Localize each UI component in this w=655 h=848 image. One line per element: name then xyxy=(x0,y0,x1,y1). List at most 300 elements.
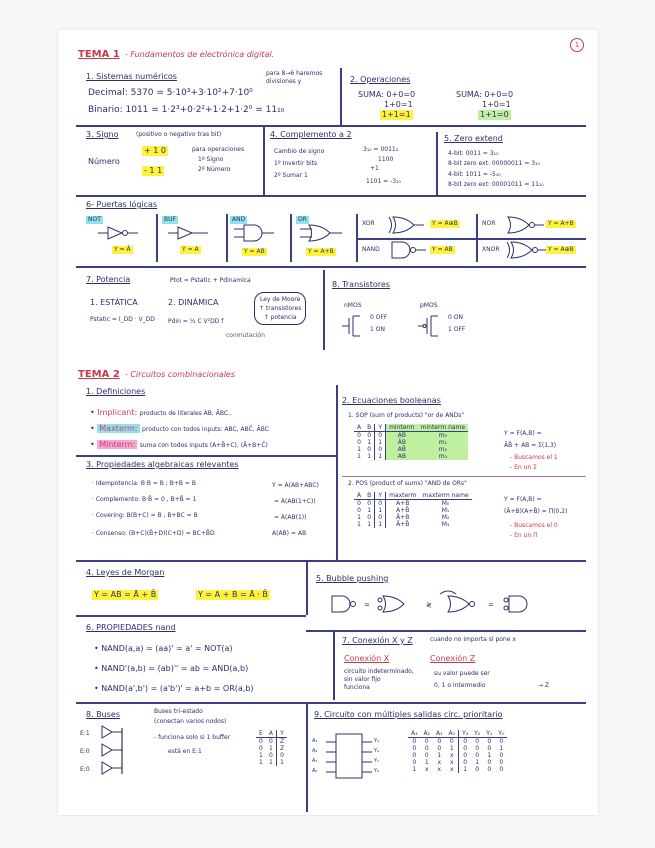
and-gate-icon xyxy=(234,224,282,242)
table-row xyxy=(354,432,468,440)
table-cell: M₀ xyxy=(441,500,450,507)
step: Cambio de signo xyxy=(274,148,325,155)
step: 1º Invertir bits xyxy=(274,160,318,167)
col-header: Y₃ xyxy=(459,730,472,738)
col-header: A xyxy=(354,424,364,432)
table-cell: 0 xyxy=(375,514,386,521)
table-cell: A+B̄ xyxy=(396,507,410,514)
table-cell: ĀB xyxy=(386,439,418,446)
input-labels xyxy=(312,736,317,776)
section-title: 6. PROPIEDADES nand xyxy=(86,623,176,632)
static-formula: Pstatic = I_DD · V_DD xyxy=(90,316,155,323)
morgan-law: Y = AB = Ā + B̄ xyxy=(94,590,157,599)
col-header: A xyxy=(354,492,364,500)
bus-note: está en E:1 xyxy=(168,748,202,755)
dynamic-formula: Pdin = ½ C V²DD f xyxy=(168,318,224,325)
table-cell: 0 xyxy=(487,766,492,773)
input-label: A₁ xyxy=(312,758,318,764)
table-cell: x xyxy=(437,759,442,766)
note: ↑ potencia xyxy=(263,314,297,321)
gate-label: AND xyxy=(232,216,246,223)
table-cell: 0 xyxy=(364,446,375,453)
gate-equation: Y = AB xyxy=(432,246,453,253)
table-cell: 0 xyxy=(499,752,504,759)
table-cell: m₂ xyxy=(418,446,469,453)
col-header: E xyxy=(256,730,266,738)
table-cell: m₀ xyxy=(418,432,469,440)
gate-equation: Y = A xyxy=(182,246,199,253)
table-cell: M₂ xyxy=(441,514,450,521)
table-cell: 0 xyxy=(437,745,442,752)
gate-equation: Y = A+B xyxy=(548,220,574,227)
term: Maxterm: xyxy=(99,424,138,433)
section-title: 4. Leyes de Morgan xyxy=(86,568,165,577)
gate-label: BUF xyxy=(164,216,176,223)
table-cell: 0 xyxy=(357,507,361,514)
table-cell: m₃ xyxy=(418,453,469,460)
state: 1 OFF xyxy=(448,326,466,333)
note: ↑ transistores xyxy=(259,305,302,312)
table-cell: 1 xyxy=(446,745,459,752)
gate-equation: Y = A⊕B xyxy=(432,220,458,227)
pos-title: 2. POS (product of sums) "AND de ORs" xyxy=(348,480,467,487)
gate-label: XOR xyxy=(362,220,375,227)
input-label: A₂ xyxy=(312,748,318,754)
conn-x-desc: funciona xyxy=(344,684,370,691)
sop-title: 1. SOP (sum of products) "or de ANDs" xyxy=(348,412,465,419)
zero-ext-line: 4-bit: 0011 = 3₁₀ xyxy=(448,150,499,157)
table-cell: AB xyxy=(386,453,418,460)
bus-note: - funciona solo si 1 buffer xyxy=(154,734,231,741)
table-cell: 0 xyxy=(266,738,277,746)
sop-fn: Y = F(A,B) = xyxy=(504,430,542,437)
divider xyxy=(76,702,586,704)
table-row xyxy=(256,752,287,759)
divider xyxy=(333,630,335,700)
enable-label: E:0 xyxy=(80,748,90,755)
table-cell: 0 xyxy=(259,745,263,752)
definition-maxterm: • Maxterm: producto con todos inputs: ABC, ABC̄, ĀBC xyxy=(90,424,269,433)
bus-note: Buses tri-estado xyxy=(154,708,203,715)
example: 1100 xyxy=(378,156,394,163)
conn-z-desc: → Z xyxy=(538,682,550,689)
step: 2º Sumar 1 xyxy=(274,172,308,179)
table-cell: Z xyxy=(279,738,285,745)
state: 1 ON xyxy=(370,326,385,333)
table-cell: 0 xyxy=(259,738,263,745)
table-cell: 1 xyxy=(357,521,361,528)
section-title: 4. Complemento a 2 xyxy=(270,130,352,139)
zero-ext-line: 4-bit: 1011 = -5₁₀ xyxy=(448,171,501,178)
table-row xyxy=(354,446,468,453)
numero-label: Número xyxy=(88,157,120,166)
page-number: 1 xyxy=(570,38,584,52)
divider xyxy=(340,68,342,125)
table-cell: 0 xyxy=(487,745,492,752)
col-header: Y₁ xyxy=(483,730,495,738)
tema1-header xyxy=(78,42,274,61)
conn-x-desc: circuito indeterminado, sin valor fijo xyxy=(344,668,414,683)
table-cell: x xyxy=(446,766,459,773)
table-cell: 1 xyxy=(266,759,277,766)
table-row xyxy=(354,514,472,521)
pos-fn: Y = F(A,B) = xyxy=(504,496,542,503)
table-cell: 0 xyxy=(266,752,277,759)
table-cell: 0 xyxy=(475,738,480,745)
col-header: A₁ xyxy=(433,730,446,738)
table-cell: 0 xyxy=(437,738,442,745)
static-label: 1. ESTÁTICA xyxy=(90,298,138,307)
table-row xyxy=(354,453,468,460)
xnor-gate-icon xyxy=(506,241,546,259)
divider xyxy=(336,385,338,560)
col-header: maxterm xyxy=(386,492,420,500)
svg-text:=: = xyxy=(364,601,370,609)
tristate-buffers-icon xyxy=(98,724,138,780)
nand-eq: NAND(a,a) = (aa)' = a' = NOT(a) xyxy=(101,644,233,653)
input-label: A₃ xyxy=(312,738,318,744)
table-cell: 1 xyxy=(364,453,375,460)
divider xyxy=(76,455,336,457)
zero-ext-line: 8-bit zero ext: 00001011 = 11₁₀ xyxy=(448,181,544,188)
table-cell: 0 xyxy=(280,752,284,759)
col-header: B xyxy=(364,424,375,432)
table-cell: 0 xyxy=(364,432,375,440)
divider xyxy=(323,270,325,350)
term: Minterm: xyxy=(99,440,136,449)
definition-minterm: • Minterm: suma con todos inputs (A+B̄+C), (Ā+B+C̄) xyxy=(90,440,268,449)
col-header: A xyxy=(266,730,277,738)
section-subtitle: (positivo o negativo tras bit) xyxy=(136,131,222,138)
svg-text:≷: ≷ xyxy=(426,601,432,609)
table-cell: x xyxy=(437,766,442,773)
gate-equation: Y = Ā xyxy=(114,246,131,253)
table-cell: 0 xyxy=(375,432,386,440)
decimal-line: Decimal: 5370 = 5·10³+3·10²+7·10⁰ xyxy=(88,88,253,98)
conn-x-title: Conexión X xyxy=(344,654,390,663)
gate-label: OR xyxy=(298,216,307,223)
table-cell: M₃ xyxy=(441,521,450,528)
table-cell: 1 xyxy=(412,766,417,773)
divider xyxy=(263,125,265,195)
priority-truth-table xyxy=(408,730,507,773)
col-header: minterm name xyxy=(418,424,469,432)
table-row xyxy=(408,759,507,766)
table-cell: 1 xyxy=(259,759,263,766)
divider xyxy=(76,195,586,197)
table-cell: m₁ xyxy=(418,439,469,446)
example: = A(AB(1+C)) xyxy=(274,498,316,505)
example: 1101 = -3₁₀ xyxy=(366,178,401,185)
property: · Consenso: (B+C)(B̄+D)(C+D) = BC+B̄D xyxy=(92,530,215,537)
table-cell: 0 xyxy=(463,752,468,759)
table-cell: 0 xyxy=(487,759,492,766)
divider xyxy=(306,702,308,812)
gate-label: NOR xyxy=(482,220,496,227)
or-gate-icon xyxy=(300,224,350,242)
col-header: minterm xyxy=(386,424,418,432)
table-cell: ĀB̄ xyxy=(386,432,418,440)
section-title: 3. Propiedades algebraicas relevantes xyxy=(86,460,239,469)
notes-page xyxy=(58,30,598,815)
divider xyxy=(156,214,158,262)
table-cell: 0 xyxy=(424,752,429,759)
table-cell: 1 xyxy=(364,439,375,446)
table-cell: 1 xyxy=(364,507,375,514)
divider xyxy=(76,125,586,127)
pmos-label: pMOS xyxy=(420,302,438,309)
table-cell: 0 xyxy=(463,759,468,766)
table-cell: 0 xyxy=(424,745,429,752)
nand-property: • NAND(a',b') = (a'b')' = a+b = OR(a,b) xyxy=(94,684,254,693)
table-row xyxy=(408,766,507,773)
table-cell: 1 xyxy=(475,759,480,766)
section-title: 2. Operaciones xyxy=(350,75,411,84)
divider xyxy=(306,560,308,615)
tema1-label: TEMA 1 xyxy=(78,49,120,60)
table-cell: 0 xyxy=(357,500,361,507)
table-cell: 0 xyxy=(463,738,468,745)
table-cell: 1 xyxy=(375,439,386,446)
suma-result: 1+1=0 xyxy=(480,110,509,119)
table-cell: 0 xyxy=(375,446,386,453)
example: +1 xyxy=(370,165,379,172)
table-cell: 0 xyxy=(412,759,417,766)
table-cell: 0 xyxy=(499,759,504,766)
table-cell: x xyxy=(446,752,459,759)
table-cell: 0 xyxy=(364,514,375,521)
table-cell: 0 xyxy=(499,738,504,745)
nmos-transistor-icon xyxy=(342,314,362,338)
table-cell: 1 xyxy=(437,752,442,759)
table-cell: 0 xyxy=(487,738,492,745)
pos-note: - Buscamos el 0 xyxy=(510,522,558,529)
note: cuando no importa sí pone x xyxy=(430,636,516,643)
nmos-label: nMOS xyxy=(344,302,362,309)
table-cell: 1 xyxy=(375,507,386,514)
table-cell: 0 xyxy=(475,766,480,773)
table-cell: x xyxy=(446,759,459,766)
section-title: 1. Sistemas numéricos xyxy=(86,72,177,81)
divider xyxy=(436,132,438,195)
col-header: Y₂ xyxy=(471,730,483,738)
gate-equation: Y = A+B xyxy=(308,248,334,255)
table-row xyxy=(408,745,507,752)
suma-result: 1+1=1 xyxy=(382,110,411,119)
morgan-law: Y = A + B = Ā · B̄ xyxy=(198,590,268,599)
table-cell: AB̄ xyxy=(386,446,418,453)
example: Y = A(AB+ABC) xyxy=(272,482,319,489)
table-cell: 0 xyxy=(357,439,361,446)
table-row xyxy=(256,759,287,766)
sop-note: - En un Σ xyxy=(510,464,537,471)
state: 0 OFF xyxy=(370,314,388,321)
suma-line: SUMA: 0+0=0 xyxy=(456,90,514,99)
table-cell: Ā+B̄ xyxy=(396,521,410,528)
table-cell: 0 xyxy=(412,745,417,752)
state: 0 ON xyxy=(448,314,463,321)
negative-sign: - 1 1 xyxy=(144,166,163,175)
section-title: 9. Circuito con múltiples salidas circ. prioritario xyxy=(314,710,503,719)
example: A(AB) = AB xyxy=(272,530,307,537)
table-row xyxy=(354,439,468,446)
suma-line: SUMA: 0+0=0 xyxy=(358,90,416,99)
table-cell: 0 xyxy=(357,432,361,439)
col-header: Y₀ xyxy=(495,730,507,738)
table-cell: 0 xyxy=(424,738,429,745)
note: Ley de Moore xyxy=(259,296,301,303)
divider xyxy=(76,615,306,617)
table-row xyxy=(354,500,472,508)
divider xyxy=(342,476,586,477)
table-header xyxy=(256,730,287,738)
nand-property: • NAND(a,a) = (aa)' = a' = NOT(a) xyxy=(94,644,233,653)
table-cell: 0 xyxy=(446,738,459,746)
bubble-pushing-diagram-icon xyxy=(328,592,578,624)
output-labels xyxy=(374,736,379,776)
table-cell: 1 xyxy=(375,521,386,528)
bus-note: (conectan varios nodos) xyxy=(154,718,227,725)
gate-label: NAND xyxy=(362,246,380,253)
table-cell: A+B xyxy=(396,500,410,507)
table-cell: 1 xyxy=(259,752,263,759)
example: = A(AB(1)) xyxy=(274,514,307,521)
table-cell: 1 xyxy=(499,745,504,752)
gate-label: NOT xyxy=(88,216,101,223)
property: · Complemento: B·B̄ = 0 , B+B̄ = 1 xyxy=(92,496,197,503)
definition-implicant: • Implicant: producto de literales AB, ĀBC.. xyxy=(90,408,232,417)
term: Implicant: xyxy=(97,408,138,417)
output-label: Y₀ xyxy=(374,768,380,774)
suma-line: 1+0=1 xyxy=(384,100,413,109)
nor-gate-icon xyxy=(504,216,544,234)
section-title: 5. Bubble pushing xyxy=(316,574,389,583)
table-cell: 1 xyxy=(487,752,492,759)
table-cell: 0 xyxy=(364,500,375,508)
conn-z-title: Conexión Z xyxy=(430,654,476,663)
table-cell: 1 xyxy=(357,446,361,453)
output-label: Y₃ xyxy=(374,738,380,744)
pos-eq: (Ā+B)(A+B̄) = Π(0,2) xyxy=(504,508,568,515)
pmos-transistor-icon xyxy=(418,314,440,338)
tema2-subtitle: - Circuitos combinacionales xyxy=(124,370,236,379)
binary-line: Binario: 1011 = 1·2³+0·2²+1·2+1·2⁰ = 11₁₀ xyxy=(88,105,285,115)
table-cell: 1 xyxy=(357,514,361,521)
divider xyxy=(290,214,292,262)
zero-ext-line: 8-bit zero ext: 00000011 = 3₁₀ xyxy=(448,160,540,167)
table-cell: 0 xyxy=(375,500,386,508)
term-desc: producto de literales AB, ĀBC.. xyxy=(139,410,232,417)
table-cell: 1 xyxy=(364,521,375,528)
col-header: Y xyxy=(375,492,386,500)
note: para operaciones xyxy=(192,146,245,153)
table-cell: Z xyxy=(279,745,285,752)
col-header: Y xyxy=(276,730,287,738)
gate-equation: Y = A⊕B xyxy=(548,246,574,253)
section-title: 3. Signo xyxy=(86,130,119,139)
moore-note xyxy=(254,292,306,325)
bus-truth-table xyxy=(256,730,287,766)
dynamic-label: 2. DINÁMICA xyxy=(168,298,219,307)
table-cell: 0 xyxy=(499,766,504,773)
sop-note: - Buscamos el 1 xyxy=(510,454,558,461)
divider xyxy=(76,266,586,268)
col-header: B xyxy=(364,492,375,500)
enable-label: E:0 xyxy=(80,766,90,773)
table-row xyxy=(256,745,287,752)
conn-z-desc: 0, 1 o intermedio xyxy=(434,682,486,689)
section-title: 5. Zero extend xyxy=(444,134,503,143)
table-cell: 1 xyxy=(357,453,361,460)
example: 3₁₀ = 0011₂ xyxy=(363,146,399,153)
section-title: 6- Puertas lógicas xyxy=(86,200,158,209)
sop-table xyxy=(354,424,468,460)
table-cell: 1 xyxy=(424,759,429,766)
tema1-subtitle: - Fundamentos de electrónica digital. xyxy=(124,50,275,59)
col-header: A₃ xyxy=(408,730,421,738)
gate-label: XNOR xyxy=(482,246,500,253)
table-cell: 1 xyxy=(463,766,468,773)
input-label: A₀ xyxy=(312,768,318,774)
term-desc: suma con todos inputs (A+B̄+C), (Ā+B+C̄) xyxy=(139,442,268,449)
positive-sign: + 1 0 xyxy=(144,146,166,155)
output-label: Y₂ xyxy=(374,748,380,754)
table-cell: 1 xyxy=(375,453,386,460)
section-title: 8. Buses xyxy=(86,710,120,719)
divider xyxy=(356,238,586,240)
nand-gate-icon xyxy=(388,241,428,259)
pos-table xyxy=(354,492,472,528)
col-header: maxterm name xyxy=(419,492,471,500)
table-cell: x xyxy=(424,766,429,773)
table-cell: 0 xyxy=(475,752,480,759)
ptot-formula: Ptot = Pstatic + Pdinamica xyxy=(170,277,251,284)
table-row xyxy=(354,521,472,528)
divider xyxy=(306,630,586,632)
section-title: 1. Definiciones xyxy=(86,387,146,396)
buffer-gate-icon xyxy=(168,226,208,240)
xor-gate-icon xyxy=(384,216,428,234)
property: · Idempotencia: B·B = B ; B+B = B xyxy=(92,480,196,487)
table-cell: 0 xyxy=(412,752,417,759)
gate-equation: Y = AB xyxy=(244,248,265,255)
section-title: 7. Conexión X y Z xyxy=(342,636,413,645)
priority-circuit-icon xyxy=(316,728,376,788)
table-row xyxy=(354,507,472,514)
table-header xyxy=(408,730,507,738)
conn-z-desc: su valor puede ser xyxy=(434,670,490,677)
nand-eq: NAND'(a,b) = (ab)'' = ab = AND(a,b) xyxy=(101,664,249,673)
col-header: A₀ xyxy=(446,730,459,738)
property: · Covering: B(B+C) = B , B+BC = B xyxy=(92,512,198,519)
divider xyxy=(76,560,586,562)
table-cell: Ā+B xyxy=(396,514,410,521)
output-label: Y₁ xyxy=(374,758,380,764)
tema2-label: TEMA 2 xyxy=(78,369,120,380)
division-note: para 8→6 haremos divisiones y xyxy=(266,70,323,85)
col-header: Y xyxy=(375,424,386,432)
note: 1º Signo xyxy=(198,156,224,163)
suma-line: 1+0=1 xyxy=(482,100,511,109)
pos-note: - En un Π xyxy=(510,532,538,539)
table-cell: 0 xyxy=(412,738,417,745)
not-gate-icon xyxy=(98,226,138,240)
table-cell: 1 xyxy=(280,759,284,766)
note: 2º Número xyxy=(198,166,231,173)
table-cell: 0 xyxy=(475,745,480,752)
table-row xyxy=(408,738,507,746)
enable-label: E:1 xyxy=(80,730,90,737)
